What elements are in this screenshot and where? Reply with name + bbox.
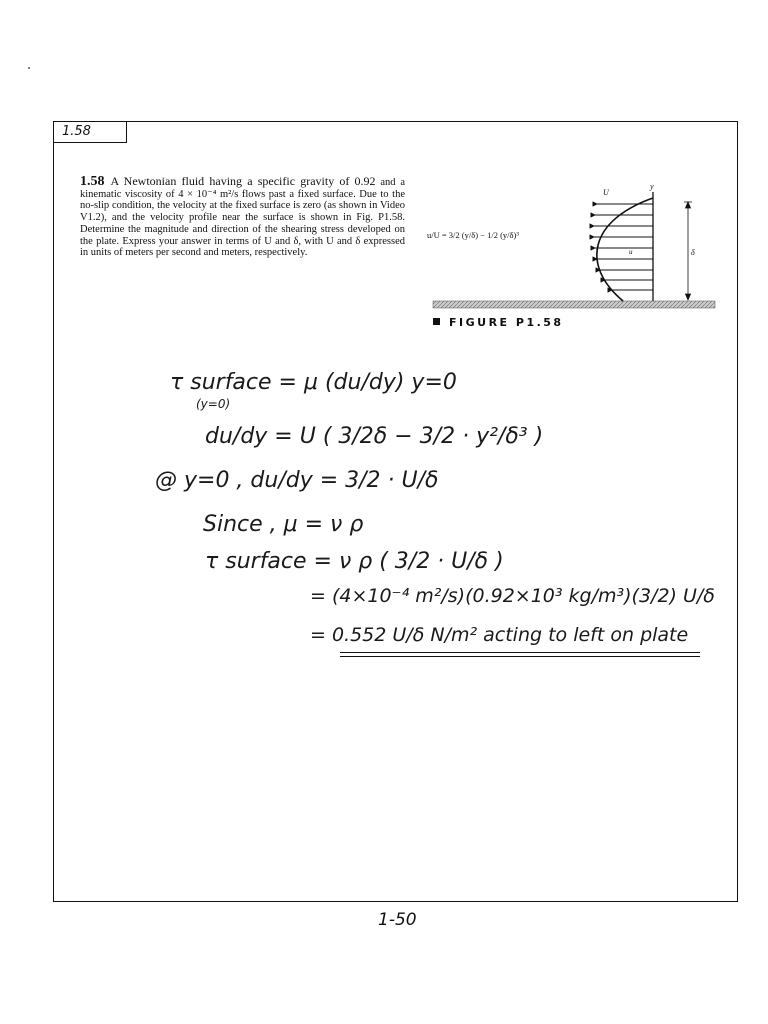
problem-lead: A Newtonian fluid having a specific gravity of 0.92	[110, 174, 376, 188]
solution-line-6: = (4×10⁻⁴ m²/s)(0.92×10³ kg/m³)(3/2) U/δ	[310, 585, 715, 607]
scan-speck	[28, 67, 30, 69]
page-number: 1-50	[378, 910, 417, 930]
answer-underline-double	[340, 656, 700, 657]
solution-line-2: du/dy = U ( 3/2δ − 3/2 · y²/δ³ )	[205, 424, 544, 449]
answer-underline	[340, 652, 700, 653]
label-u: u	[629, 248, 633, 256]
label-U: U	[603, 188, 609, 197]
solution-line-7: = 0.552 U/δ N/m² acting to left on plate	[310, 624, 689, 646]
solution-line-1-sub: (y=0)	[196, 397, 231, 411]
velocity-profile-figure	[425, 180, 720, 330]
plate-surface	[433, 301, 715, 308]
label-y: y	[650, 182, 654, 191]
profile-equation: u/U = 3/2 (y/δ) − 1/2 (y/δ)³	[427, 230, 519, 240]
problem-tab: 1.58	[53, 121, 127, 143]
caption-square-icon	[433, 318, 440, 325]
solution-line-1: τ surface = μ (du/dy) y=0	[170, 370, 457, 395]
figure-caption-text: FIGURE P1.58	[449, 316, 564, 329]
problem-number: 1.58	[80, 174, 105, 189]
label-delta: δ	[691, 248, 695, 257]
solution-line-5: τ surface = ν ρ ( 3/2 · U/δ )	[205, 549, 504, 574]
problem-statement	[80, 176, 405, 259]
solution-line-4: Since , μ = ν ρ	[203, 512, 364, 537]
figure-caption	[433, 316, 564, 329]
solution-line-3: @ y=0 , du/dy = 3/2 · U/δ	[155, 468, 439, 493]
velocity-profile-curve	[597, 198, 653, 301]
problem-text: and a kinematic viscosity of 4 × 10⁻⁴ m²/s flows past a fixed surface. Due to the no-slip condition, the velocity at the fixed surface is zero (as shown in Video V1.2), and the velocity profile near the surface is shown in Fig. P1.58. Determine the magnitude and direction of the shearing stress developed on the plate. Express your answer in terms of U and δ, with U and δ expressed in units of meters per second and meters, respectively.	[80, 177, 406, 259]
